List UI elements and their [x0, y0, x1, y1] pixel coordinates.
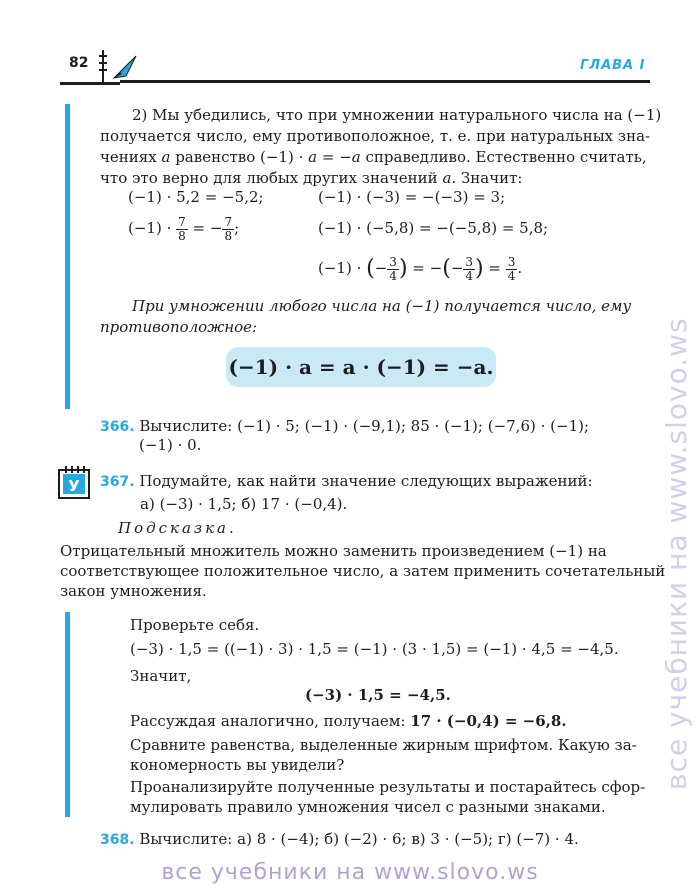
exercise-367: 367. Подумайте, как найти значение следующих выражений: — [100, 472, 593, 490]
text-line: 2) Мы убедились, что при умножении натурального числа на (−1) — [132, 106, 662, 124]
notepad-icon — [58, 465, 90, 499]
section-accent-bar — [65, 104, 70, 409]
text-line: Отрицательный множитель можно заменить произведением (−1) на — [60, 542, 607, 560]
header-rule — [120, 80, 650, 83]
exercise-366-cont: (−1) · 0. — [139, 436, 202, 454]
side-watermark: все учебники на www.slovo.ws — [660, 317, 693, 790]
page-number: 82 — [69, 55, 89, 71]
exercise-366: 366. Вычислите: (−1) · 5; (−1) · (−9,1); 85 · (−1); (−7,6) · (−1); — [100, 417, 590, 435]
text-line: соответствующее положительное число, а затем применить сочетательный — [60, 562, 666, 580]
text-line: Рассуждая аналогично, получаем: 17 · (−0,4) = −6,8. — [130, 712, 567, 730]
text-line: чениях a равенство (−1) · a = −a справедливо. Естественно считать, — [100, 148, 647, 166]
rule-formula: (−1) · a = a · (−1) = −a. — [228, 355, 494, 379]
example-line: (−1) · 5,2 = −5,2; — [128, 188, 264, 206]
rule-text: При умножении любого числа на (−1) получается число, ему — [132, 297, 632, 315]
hint-title: Подсказка. — [118, 519, 237, 537]
bottom-watermark: все учебники на www.slovo.ws — [161, 860, 539, 885]
text-line: что это верно для любых других значений a. Значит: — [100, 169, 523, 187]
exercise-367-items: а) (−3) · 1,5; б) 17 · (−0,4). — [140, 495, 348, 513]
svg-text:У: У — [68, 477, 80, 495]
check-calc: (−3) · 1,5 = ((−1) · 3) · 1,5 = (−1) · (3 · 1,5) = (−1) · 4,5 = −4,5. — [130, 640, 619, 658]
text-line: получается число, ему противоположное, т. е. при натуральных зна- — [100, 127, 651, 145]
text-line: Проанализируйте полученные результаты и постарайтесь сфор- — [130, 778, 646, 796]
check-accent-bar — [65, 612, 70, 817]
bold-result: (−3) · 1,5 = −4,5. — [305, 686, 451, 704]
example-line: (−1) · (−5,8) = −(−5,8) = 5,8; — [318, 219, 549, 237]
example-line: (−1) · (−3) = −(−3) = 3; — [318, 188, 506, 206]
text-line: Значит, — [130, 667, 192, 685]
pen-icon — [112, 54, 138, 80]
chapter-title: ГЛАВА I — [580, 58, 646, 73]
check-title: Проверьте себя. — [130, 616, 260, 634]
text-line: закон умножения. — [60, 582, 207, 600]
example-line: (−1) · (− $\frac{3}{4}$ ) = −(− $\frac{3}{4}$ ) = $\frac{3}{4}$ . — [318, 254, 523, 283]
rule-text: противоположное: — [100, 318, 258, 336]
text-line: мулировать правило умножения чисел с разными знаками. — [130, 798, 606, 816]
exercise-368: 368. Вычислите: а) 8 · (−4); б) (−2) · 6; в) 3 · (−5); г) (−7) · 4. — [100, 830, 579, 848]
text-line: Сравните равенства, выделенные жирным шрифтом. Какую за- — [130, 736, 637, 754]
spiral-binding-icon — [99, 50, 107, 82]
text-line: кономерность вы увидели? — [130, 756, 345, 774]
example-line: (−1) · $\frac{7}{8}$ = − $\frac{7}{8}$ ; — [128, 214, 240, 243]
